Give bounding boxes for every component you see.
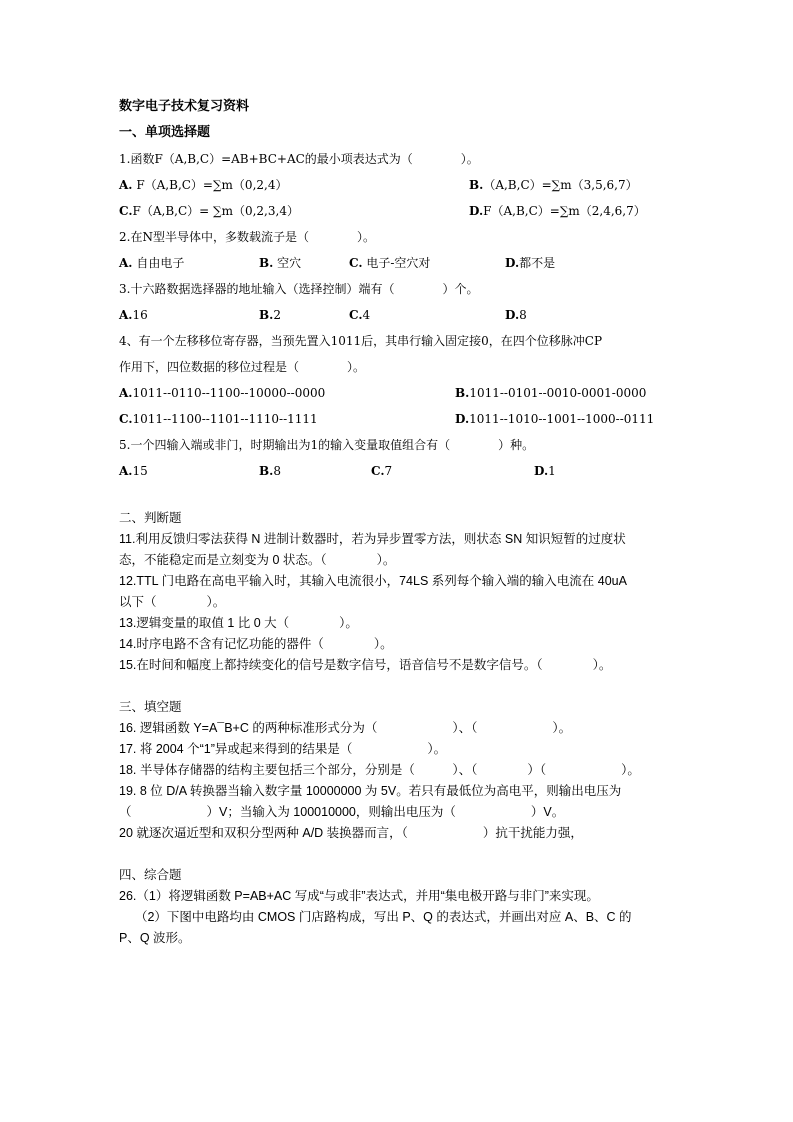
comprehensive-item-26-part-2-line-1: （2）下图中电路均由 CMOS 门店路构成，写出 P、Q 的表达式，并画出对应 A、B、C 的: [119, 910, 632, 924]
question-5-stem: 5.一个四输入端或非门，时期输出为1的输入变量取值组合有（ ）种。: [119, 438, 535, 452]
question-1-stem: 1.函数F（A,B,C）=AB+BC+AC的最小项表达式为（ ）。: [119, 152, 479, 166]
tf-item-12-line-2: 以下（ ）。: [119, 595, 226, 609]
tf-item-11: [119, 529, 679, 571]
comprehensive-item-26-part-2-line-2: P、Q 波形。: [119, 931, 191, 945]
option-c: C.4: [349, 308, 371, 322]
option-d: D.1011--1010--1001--1000--0111: [455, 412, 655, 426]
spacer: [119, 484, 679, 508]
document-title: 数字电子技术复习资料: [119, 99, 250, 114]
question-1-options-row-1: [119, 172, 679, 198]
section-heading-fill-blank: 三、填空题: [119, 700, 182, 714]
tf-item-11-line-2: 态，不能稳定而是立刻变为 0 状态。（ ）。: [119, 553, 396, 567]
section-heading-true-false: 二、判断题: [119, 511, 182, 525]
section-heading-comprehensive: 四、综合题: [119, 868, 182, 882]
tf-item-12-line-1: 12.TTL 门电路在高电平输入时，其输入电流很小，74LS 系列每个输入端的输入电流在 40uA: [119, 574, 627, 588]
option-a: A.1011--0110--1100--10000--0000: [119, 386, 326, 400]
option-c: C.1011--1100--1101--1110--1111: [119, 412, 318, 426]
option-d: D.都不是: [505, 256, 556, 270]
option-c: C.F（A,B,C）= ∑m（0,2,3,4）: [119, 204, 299, 218]
option-c: C. 电子-空穴对: [349, 256, 431, 270]
comprehensive-item-26-part-2: [119, 907, 679, 949]
option-d: D.1: [534, 464, 556, 478]
option-b: B. 空穴: [259, 256, 302, 270]
option-b: B.8: [259, 464, 281, 478]
option-a: A. F（A,B,C）=∑m（0,2,4）: [119, 178, 288, 192]
fill-item-19-line-1: 19. 8 位 D/A 转换器当输入数字量 10000000 为 5V。若只有最低位为高电平，则输出电压为: [119, 784, 622, 798]
question-3-stem: 3.十六路数据选择器的地址输入（选择控制）端有（ ）个。: [119, 282, 479, 296]
option-d: D.8: [505, 308, 527, 322]
comprehensive-item-26-part-1: 26.（1）将逻辑函数 P=AB+AC 写成“与或非”表达式，并用“集电极开路与非门”来实现。: [119, 889, 599, 903]
spacer: [119, 844, 679, 865]
question-2-options: [119, 250, 679, 276]
tf-item-15: 15.在时间和幅度上都持续变化的信号是数字信号，语音信号不是数字信号。（ ）。: [119, 658, 612, 672]
question-2-stem: 2.在N型半导体中，多数载流子是（ ）。: [119, 230, 375, 244]
fill-item-17: 17. 将 2004 个“1”异或起来得到的结果是（ ）。: [119, 742, 447, 756]
tf-item-13: 13.逻辑变量的取值 1 比 0 大（ ）。: [119, 616, 358, 630]
question-4-options-row-2: [119, 406, 679, 432]
question-4-stem-line-1: 4、有一个左移移位寄存器，当预先置入1011后，其串行输入固定接0，在四个位移脉冲CP: [119, 334, 603, 348]
option-b: B.1011--0101--0010-0001-0000: [455, 386, 647, 400]
tf-item-14: 14.时序电路不含有记忆功能的器件（ ）。: [119, 637, 393, 651]
fill-item-16: 16. 逻辑函数 Y=A¯B+C 的两种标准形式分为（ ）、（ ）。: [119, 721, 572, 735]
question-4-options-row-1: [119, 380, 679, 406]
option-a: A.16: [119, 308, 148, 322]
fill-item-20: 20 就逐次逼近型和双积分型两种 A/D 装换器而言，（ ）抗干扰能力强，: [119, 826, 583, 840]
document-page: [119, 94, 679, 949]
fill-item-18: 18. 半导体存储器的结构主要包括三个部分，分别是（ ）、（ ）（ ）。: [119, 763, 640, 777]
question-1-options-row-2: [119, 198, 679, 224]
tf-item-12: [119, 571, 679, 613]
tf-item-11-line-1: 11.利用反馈归零法获得 N 进制计数器时，若为异步置零方法，则状态 SN 知识短暂的过度状: [119, 532, 626, 546]
question-5-options: [119, 458, 679, 484]
option-b: B.（A,B,C）=∑m（3,5,6,7）: [469, 178, 638, 192]
fill-item-19-line-2: （ ）V；当输入为 100010000，则输出电压为（ ）V。: [119, 805, 565, 819]
fill-item-19: [119, 781, 679, 823]
section-heading-single-choice: 一、单项选择题: [119, 125, 211, 140]
question-4-stem-line-2: 作用下，四位数据的移位过程是（ ）。: [119, 360, 366, 374]
option-d: D.F（A,B,C）=∑m（2,4,6,7）: [469, 204, 646, 218]
option-c: C.7: [371, 464, 393, 478]
option-a: A. 自由电子: [119, 256, 185, 270]
question-3-options: [119, 302, 679, 328]
spacer: [119, 676, 679, 697]
option-b: B.2: [259, 308, 281, 322]
option-a: A.15: [119, 464, 148, 478]
